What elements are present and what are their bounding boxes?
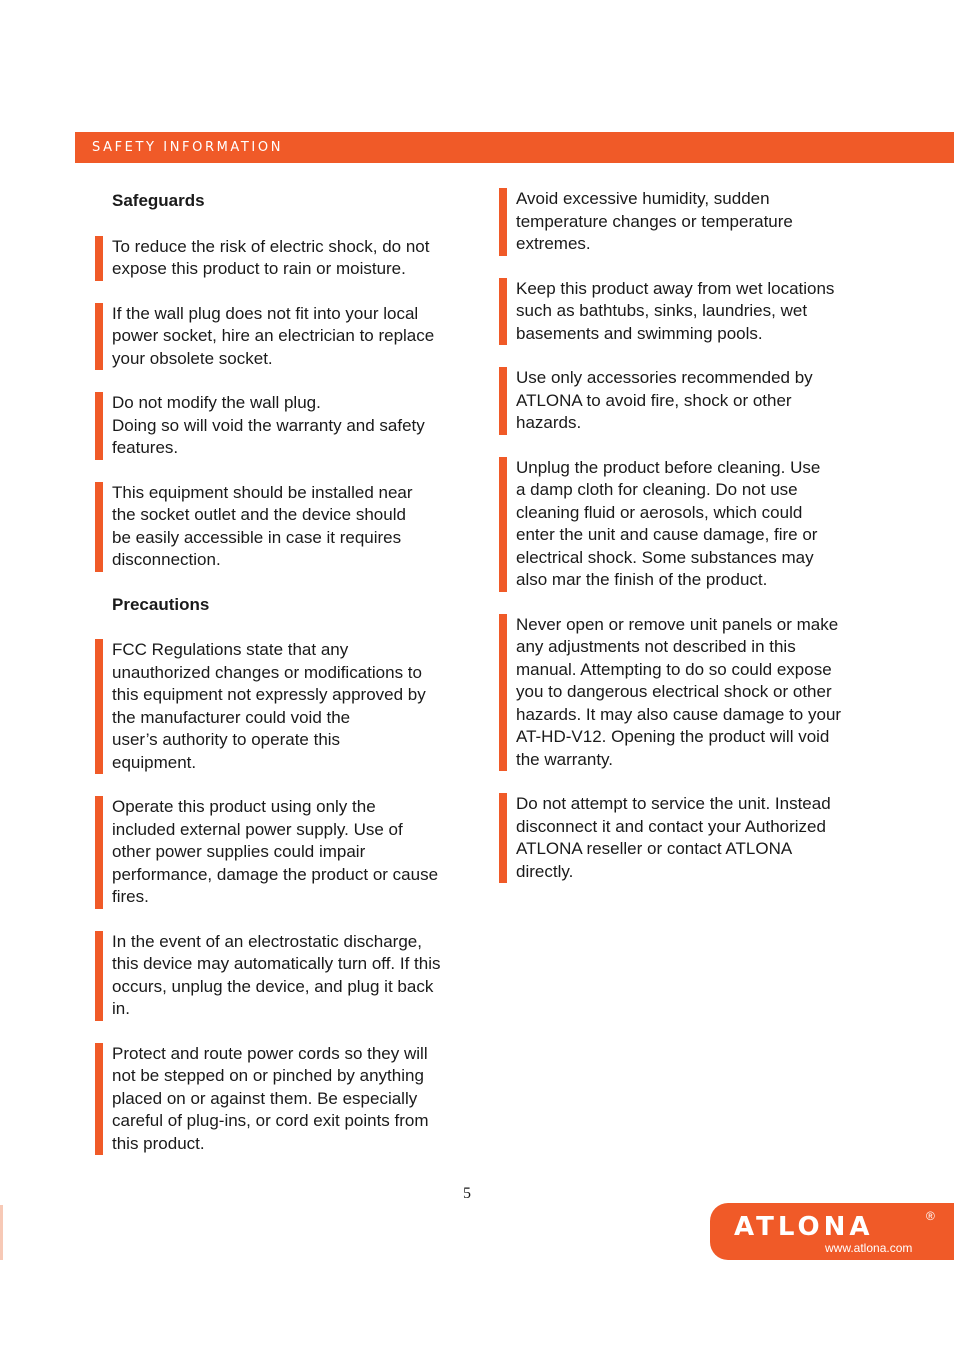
page-number: 5 xyxy=(463,1185,471,1202)
precaution-text: Never open or remove unit panels or make any adjustments not described in this manual. Attempting to do so could expose you to dangerous electrical shock or other hazards. It may also cause damage to your AT-HD-V12. Opening the product will void the warranty. xyxy=(516,614,842,769)
registered-mark: ® xyxy=(926,1209,935,1223)
precaution-text: Keep this product away from wet locations such as bathtubs, sinks, laundries, wet basements and swimming pools. xyxy=(516,278,835,343)
item-marker-bar xyxy=(499,188,507,256)
safeguard-item xyxy=(95,392,465,460)
precautions-heading: Precautions xyxy=(112,594,210,614)
item-marker-bar xyxy=(499,367,507,435)
safeguard-text: To reduce the risk of electric shock, do not expose this product to rain or moisture. xyxy=(112,236,430,278)
precaution-text: Protect and route power cords so they will not be stepped on or pinched by anything placed on or against them. Be especially careful of plug-ins, or cord exit points from this product. xyxy=(112,1043,429,1153)
precaution-item xyxy=(95,1043,465,1156)
right-column xyxy=(499,188,869,905)
item-marker-bar xyxy=(499,457,507,592)
safeguard-text: If the wall plug does not fit into your local power socket, hire an electrician to replace your obsolete socket. xyxy=(112,303,435,368)
precaution-text: In the event of an electrostatic discharge, this device may automatically turn off. If this occurs, unplug the device, and plug it back in. xyxy=(112,931,441,1018)
precaution-item xyxy=(499,457,869,592)
precaution-text: Operate this product using only the included external power supply. Use of other power supplies could impair performance, damage the product or cause fires. xyxy=(112,797,439,906)
precaution-item xyxy=(499,278,869,346)
item-marker-bar xyxy=(95,1043,103,1156)
item-marker-bar xyxy=(95,796,103,909)
item-marker-bar xyxy=(95,392,103,460)
precaution-item xyxy=(95,796,465,909)
precaution-item xyxy=(95,931,465,1021)
item-marker-bar xyxy=(499,793,507,883)
precaution-item xyxy=(499,367,869,435)
precaution-item xyxy=(499,614,869,772)
precaution-text: FCC Regulations state that any unauthorized changes or modifications to this equipment not expressly approved by the manufacturer could void the user’s authority to operate this equipment. xyxy=(112,640,426,772)
item-marker-bar xyxy=(95,931,103,1021)
safeguard-text: Do not modify the wall plug. Doing so will void the warranty and safety features. xyxy=(112,393,425,457)
precaution-text: Do not attempt to service the unit. Instead disconnect it and contact your Authorized ATLONA reseller or contact ATLONA directly. xyxy=(516,794,831,881)
precaution-item xyxy=(499,188,869,256)
safeguard-item xyxy=(95,236,465,281)
item-marker-bar xyxy=(95,303,103,371)
item-marker-bar xyxy=(95,639,103,774)
precaution-item xyxy=(499,793,869,883)
safeguards-heading: Safeguards xyxy=(112,191,205,210)
atlona-logo xyxy=(710,1203,954,1260)
safeguard-item xyxy=(95,482,465,572)
item-marker-bar xyxy=(499,278,507,346)
precaution-text: Use only accessories recommended by ATLONA to avoid fire, shock or other hazards. xyxy=(516,368,813,432)
section-header-banner xyxy=(75,132,954,163)
precaution-text: Avoid excessive humidity, sudden temperature changes or temperature extremes. xyxy=(516,189,793,253)
item-marker-bar xyxy=(499,614,507,772)
page-edge-mark xyxy=(0,1205,3,1260)
logo-wordmark: ATLONA xyxy=(734,1212,874,1242)
item-marker-bar xyxy=(95,236,103,281)
safeguard-text: This equipment should be installed near the socket outlet and the device should be easily accessible in case it requires disconnection. xyxy=(112,482,413,569)
logo-url: www.atlona.com xyxy=(825,1241,913,1255)
item-marker-bar xyxy=(95,482,103,572)
left-column xyxy=(95,190,465,1177)
precaution-item xyxy=(95,639,465,774)
safeguard-item xyxy=(95,303,465,371)
precaution-text: Unplug the product before cleaning. Use a damp cloth for cleaning. Do not use cleaning fluid or aerosols, which could enter the unit and cause damage, fire or electrical shock. Some substances may also mar the finish of the product. xyxy=(516,457,821,589)
section-title: SAFETY INFORMATION xyxy=(92,140,284,155)
